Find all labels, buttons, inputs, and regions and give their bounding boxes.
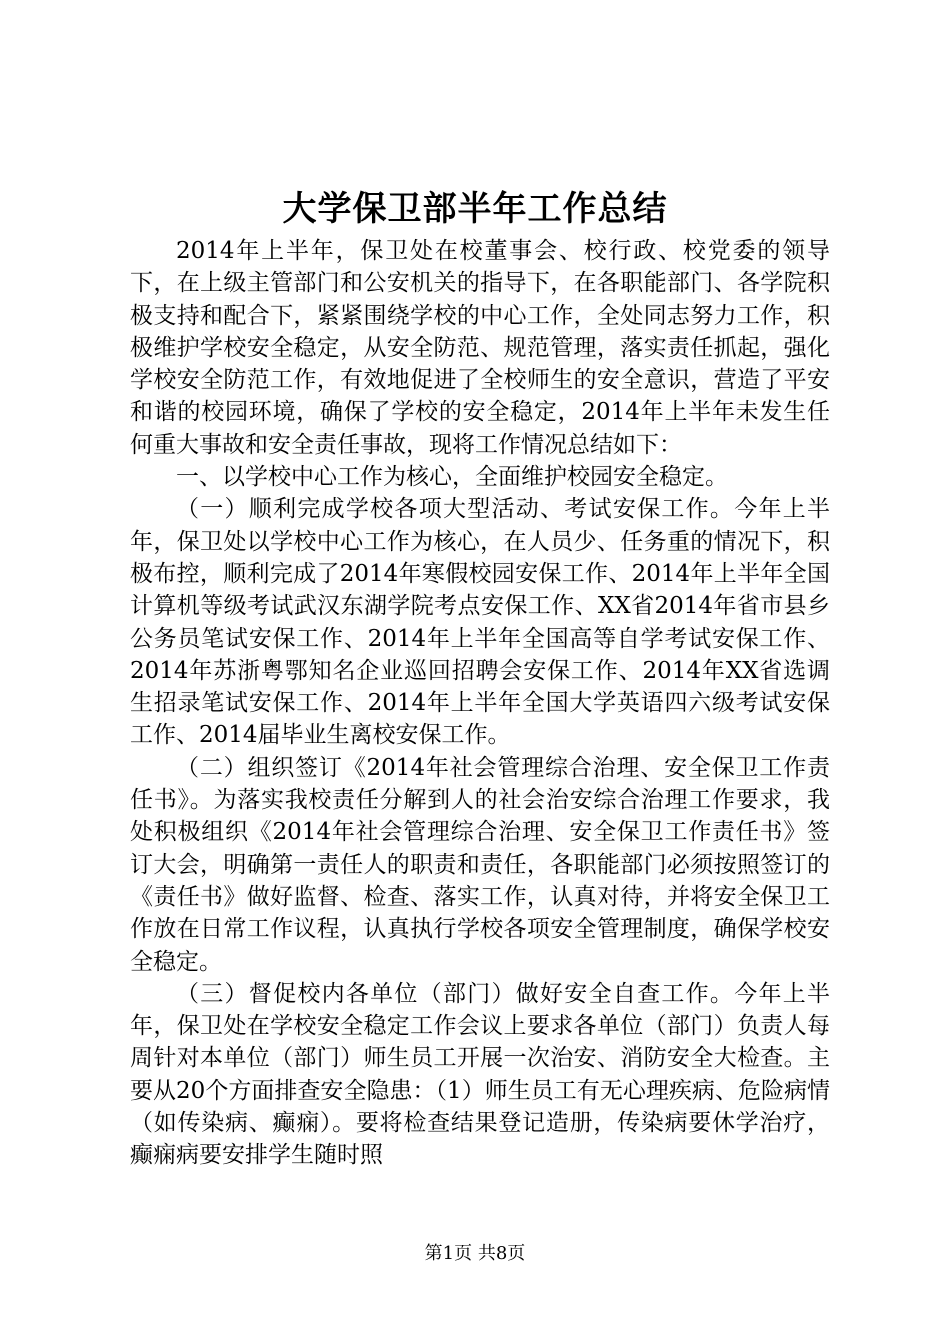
paragraph-intro: 2014年上半年，保卫处在校董事会、校行政、校党委的领导下，在上级主管部门和公安机关的指导下，在各职能部门、各学院积极支持和配合下，紧紧围绕学校的中心工作，全处同志努力工作，积极维护学校安全稳定，从安全防范、规范管理，落实责任抓起，强化学校安全防范工作，有效地促进了全校师生的安全意识，营造了平安和谐的校园环境，确保了学校的安全稳定，2014年上半年未发生任何重大事故和安全责任事故，现将工作情况总结如下： bbox=[130, 238, 830, 458]
paragraph-item-1: （一）顺利完成学校各项大型活动、考试安保工作。今年上半年，保卫处以学校中心工作为核心，在人员少、任务重的情况下，积极布控，顺利完成了2014年寒假校园安保工作、2014年上半年全国计算机等级考试武汉东湖学院考点安保工作、XX省2014年省市县乡公务员笔试安保工作、2014年上半年全国高等自学考试安保工作、2014年苏浙粤鄂知名企业巡回招聘会安保工作、2014年XX省选调生招录笔试安保工作、2014年上半年全国大学英语四六级考试安保工作、2014届毕业生离校安保工作。 bbox=[130, 496, 830, 749]
paragraph-item-3: （三）督促校内各单位（部门）做好安全自查工作。今年上半年，保卫处在学校安全稳定工作会议上要求各单位（部门）负责人每周针对本单位（部门）师生员工开展一次治安、消防安全大检查。主要从20个方面排查安全隐患：（1）师生员工有无心理疾病、危险病情（如传染病、癫痫）。要将检查结果登记造册，传染病要休学治疗，癫痫病要安排学生随时照 bbox=[130, 980, 830, 1169]
paragraph-section-1-heading: 一、以学校中心工作为核心，全面维护校园安全稳定。 bbox=[176, 464, 728, 491]
paragraph-item-2: （二）组织签订《2014年社会管理综合治理、安全保卫工作责任书》。为落实我校责任分解到人的社会治安综合治理工作要求，我处积极组织《2014年社会管理综合治理、安全保卫工作责任书》签订大会，明确第一责任人的职责和责任，各职能部门必须按照签订的《责任书》做好监督、检查、落实工作，认真对待，并将安全保卫工作放在日常工作议程，认真执行学校各项安全管理制度，确保学校安全稳定。 bbox=[130, 754, 830, 975]
page-footer: 第1页 共8页 bbox=[424, 1243, 526, 1264]
document-title: 大学保卫部半年工作总结 bbox=[282, 189, 668, 229]
document-body bbox=[130, 235, 830, 1172]
